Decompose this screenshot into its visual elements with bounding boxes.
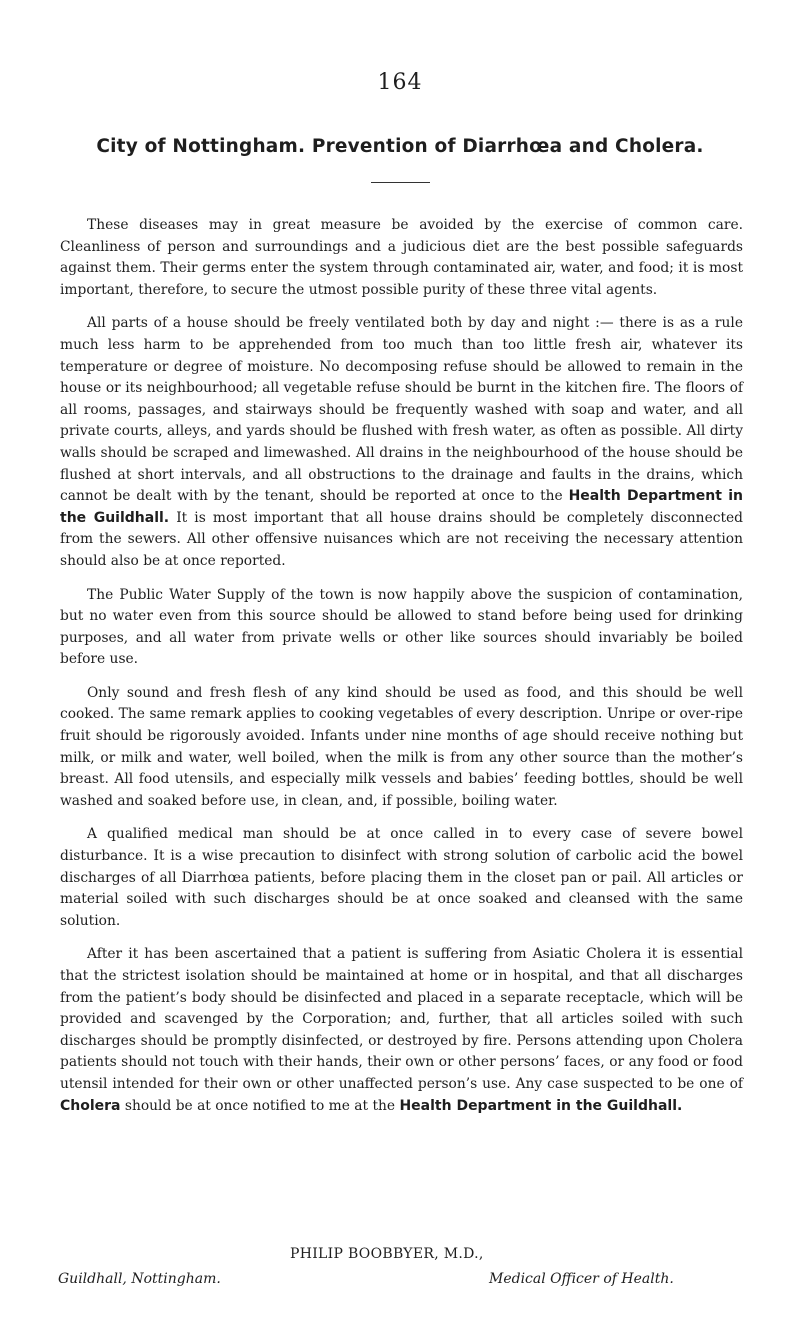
health-department-emphasis: Health Department in the Guildhall. <box>399 1097 683 1114</box>
paragraph-medical-disinfection: A qualified medical man should be at once called in to every case of severe bowel disturbance. It is a wise precaution to disinfect with strong solution of carbolic acid the bowel discharges of all Diarrhœa patients, before placing them in the closet pan or pail. All articles or material soiled with such discharges should be at once soaked and cleansed with the same solution. <box>60 826 743 929</box>
signatory-name: PHILIP BOOBBYER, M.D., <box>290 1246 484 1262</box>
cholera-emphasis: Cholera <box>60 1097 121 1114</box>
paragraph-water-supply: The Public Water Supply of the town is now happily above the suspicion of contamination, but no water even from this source should be allowed to stand before being used for drinking purposes, and all water from private wells or other like sources should invariably be boiled before use. <box>60 586 743 668</box>
signatory-role: Medical Officer of Health. <box>489 1271 674 1287</box>
signature-block <box>0 1246 800 1306</box>
health-department-emphasis: Health Department in the Guildhall. <box>60 488 743 526</box>
paragraph-text: After it has been ascertained that a patient is suffering from Asiatic Cholera it is essential that the strictest isolation should be maintained at home or in hospital, and that all discharges from the patient’s body should be disinfected and placed in a separate receptacle, which will be provided and scavenged by the Corporation; and, further, that all articles soiled with such discharges should be promptly disinfected, or destroyed by fire. Persons attending upon Cholera patients should not touch with their hands, their own or other persons’ faces, or any food or food utensil intended for their own or other unaffected person’s use. Any case suspected to be one of <box>60 946 743 1092</box>
paragraph-food: Only sound and fresh flesh of any kind should be used as food, and this should be well cooked. The same remark applies to cooking vegetables of every description. Unripe or over-ripe fruit should be rigorously avoided. Infants under nine months of age should receive nothing but milk, or milk and water, well boiled, when the milk is from any other source than the mother’s breast. All food utensils, and especially milk vessels and babies’ feeding bottles, should be well washed and soaked before use, in clean, and, if possible, boiling water. <box>60 684 743 809</box>
paragraph-cholera-isolation <box>60 944 743 1117</box>
paragraph-ventilation-drainage <box>60 313 743 572</box>
body-text <box>60 215 743 1129</box>
paragraph-text: All parts of a house should be freely ventilated both by day and night :— there is as a rule much less harm to be apprehended from too much than too little fresh air, whatever its temperature or degree of moisture. No decomposing refuse should be allowed to remain in the house or its neighbourhood; all vegetable refuse should be burnt in the kitchen fire. The floors of all rooms, passages, and stairways should be frequently washed with soap and water, and all private courts, alleys, and yards should be flushed with fresh water, as often as possible. All dirty walls should be scraped and limewashed. All drains in the neighbourhood of the house should be flushed at short intervals, and all obstructions to the drainage and faults in the drains, which cannot be dealt with by the tenant, should be reported at once to the <box>60 315 743 505</box>
signatory-place: Guildhall, Nottingham. <box>58 1271 221 1287</box>
paragraph-text: should be at once notified to me at the <box>120 1097 400 1114</box>
page-title: City of Nottingham. Prevention of Diarrhœa and Cholera. <box>96 136 704 157</box>
title-divider <box>371 182 430 183</box>
page-number: 164 <box>377 70 423 95</box>
paragraph-text: It is most important that all house drains should be completely disconnected from the sewers. All other offensive nuisances which are not receiving the necessary attention should also be at once reported. <box>60 509 744 569</box>
paragraph-general-care: These diseases may in great measure be avoided by the exercise of common care. Cleanliness of person and surroundings and a judicious diet are the best possible safeguards against them. Their germs enter the system through contaminated air, water, and food; it is most important, therefore, to secure the utmost possible purity of these three vital agents. <box>60 217 743 298</box>
